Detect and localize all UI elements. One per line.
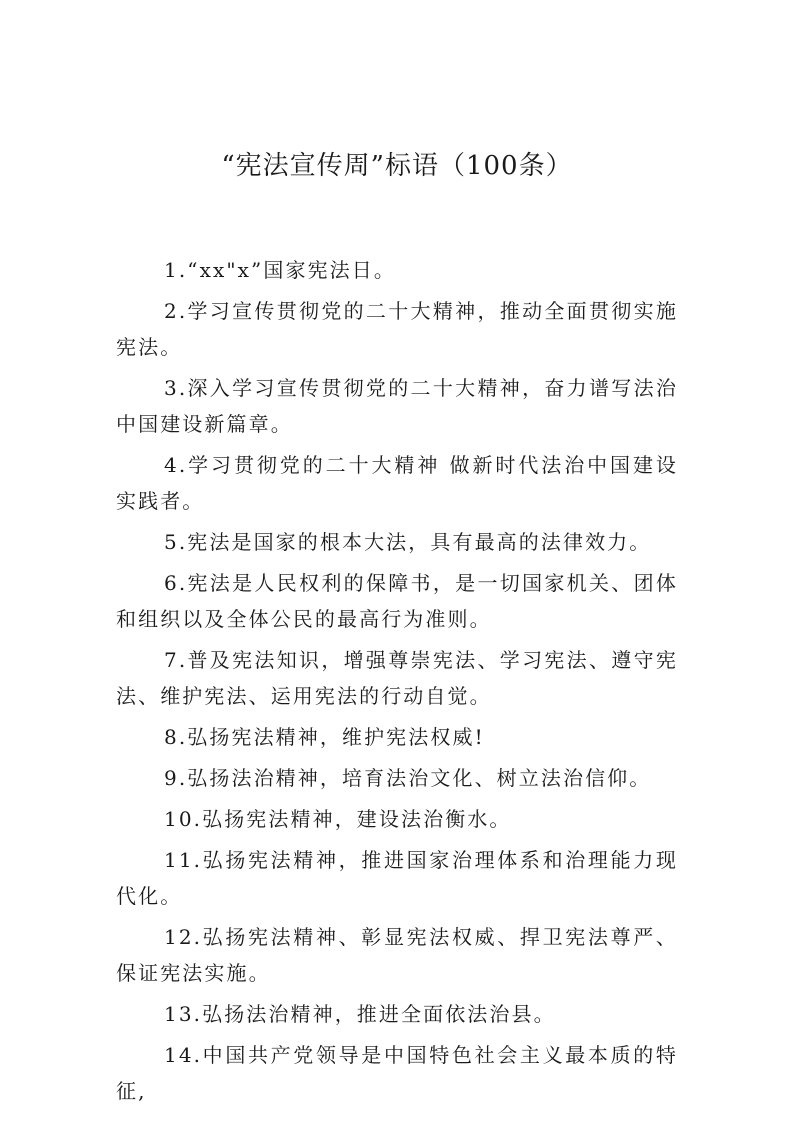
slogan-item-8: 8.弘扬宪法精神，维护宪法权威! bbox=[164, 725, 485, 749]
document-title: “宪法宣传周”标语（100条） bbox=[221, 151, 573, 181]
slogan-item-6: 6.宪法是人民权利的保障书，是一切国家机关、团体和组织以及全体公民的最高行为准则。 bbox=[116, 571, 678, 631]
slogan-item-9: 9.弘扬法治精神，培育法治文化、树立法治信仰。 bbox=[164, 766, 652, 790]
slogan-item-5: 5.宪法是国家的根本大法，具有最高的法律效力。 bbox=[164, 530, 652, 554]
slogan-item-14: 14.中国共产党领导是中国特色社会主义最本质的特征, bbox=[116, 1043, 678, 1103]
slogan-item-1: 1.“xx"x”国家宪法日。 bbox=[164, 258, 396, 282]
slogan-item-7: 7.普及宪法知识，增强尊崇宪法、学习宪法、遵守宪法、维护宪法、运用宪法的行动自觉。 bbox=[116, 648, 678, 708]
slogan-list bbox=[116, 252, 678, 1114]
slogan-item-11: 11.弘扬宪法精神，推进国家治理体系和治理能力现代化。 bbox=[116, 848, 678, 908]
slogan-item-10: 10.弘扬宪法精神，建设法治衡水。 bbox=[164, 807, 512, 831]
slogan-item-4: 4.学习贯彻党的二十大精神 做新时代法治中国建设实践者。 bbox=[116, 453, 678, 513]
slogan-item-2: 2.学习宣传贯彻党的二十大精神，推动全面贯彻实施宪法。 bbox=[116, 299, 678, 359]
slogan-item-12: 12.弘扬宪法精神、彰显宪法权威、捍卫宪法尊严、保证宪法实施。 bbox=[116, 925, 678, 985]
slogan-item-13: 13.弘扬法治精神，推进全面依法治县。 bbox=[164, 1002, 556, 1026]
slogan-item-3: 3.深入学习宣传贯彻党的二十大精神，奋力谱写法治中国建设新篇章。 bbox=[116, 376, 678, 436]
